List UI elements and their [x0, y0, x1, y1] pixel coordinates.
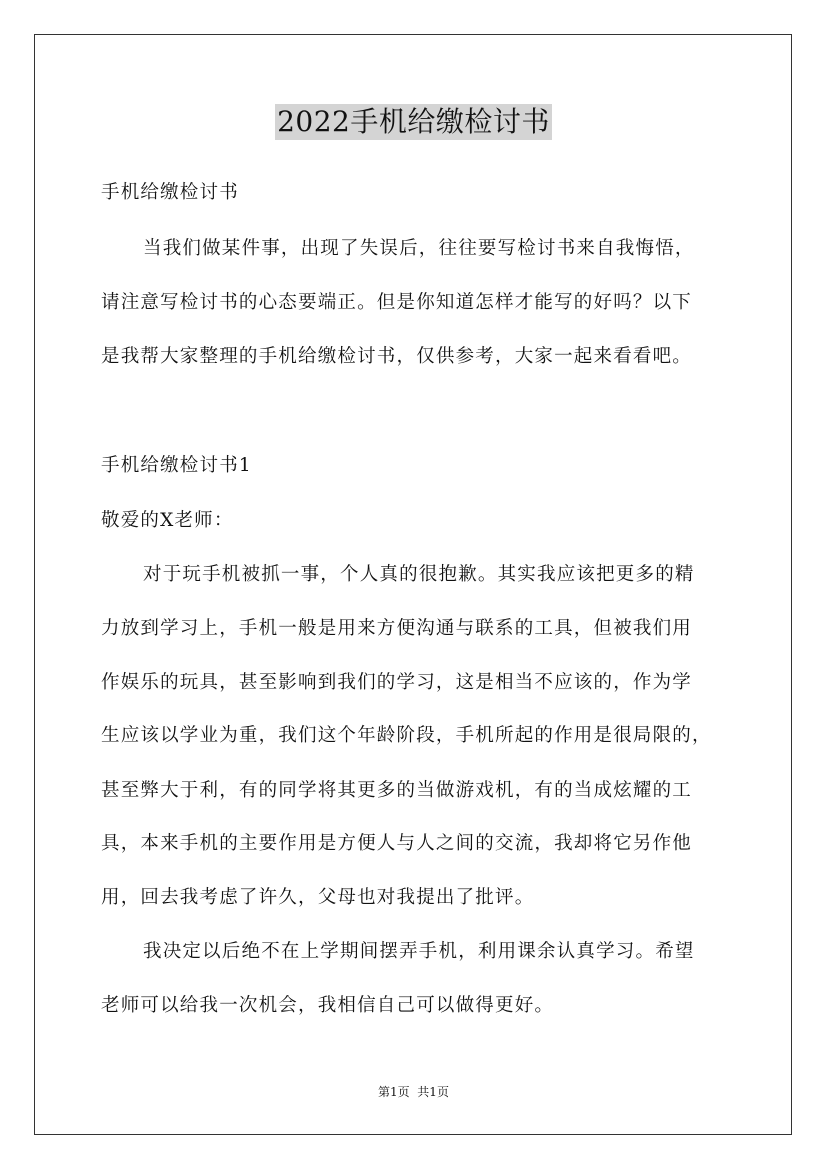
page-footer: 第1页 共1页 — [378, 1085, 449, 1099]
title-container — [0, 104, 827, 140]
intro-line-1: 当我们做某件事，出现了失误后，往往要写检讨书来自我悔悟， — [143, 238, 695, 259]
paragraph2-line-1: 我决定以后绝不在上学期间摆弄手机，利用课余认真学习。希望 — [143, 941, 695, 962]
paragraph1-line-3: 作娱乐的玩具，甚至影响到我们的学习，这是相当不应该的，作为学 — [101, 672, 693, 693]
intro-line-2: 请注意写检讨书的心态要端正。但是你知道怎样才能写的好吗？以下 — [101, 292, 693, 313]
heading: 手机给缴检讨书 — [101, 182, 239, 203]
document-title: 2022手机给缴检讨书 — [277, 105, 550, 138]
intro-line-3: 是我帮大家整理的手机给缴检讨书，仅供参考，大家一起来看看吧。 — [101, 346, 693, 367]
paragraph1-line-6: 具，本来手机的主要作用是方便人与人之间的交流，我却将它另作他 — [101, 833, 693, 854]
paragraph1-line-1: 对于玩手机被抓一事，个人真的很抱歉。其实我应该把更多的精 — [143, 564, 695, 585]
paragraph1-line-2: 力放到学习上，手机一般是用来方便沟通与联系的工具，但被我们用 — [101, 618, 693, 639]
paragraph1-line-5: 甚至弊大于利，有的同学将其更多的当做游戏机，有的当成炫耀的工 — [101, 780, 693, 801]
paragraph1-line-4: 生应该以学业为重，我们这个年龄阶段，手机所起的作用是很局限的， — [101, 725, 712, 746]
paragraph2-line-2: 老师可以给我一次机会，我相信自己可以做得更好。 — [101, 995, 555, 1016]
paragraph1-line-7: 用，回去我考虑了许久，父母也对我提出了批评。 — [101, 887, 535, 908]
salutation: 敬爱的X老师： — [101, 510, 234, 531]
section-heading: 手机给缴检讨书1 — [101, 455, 252, 476]
